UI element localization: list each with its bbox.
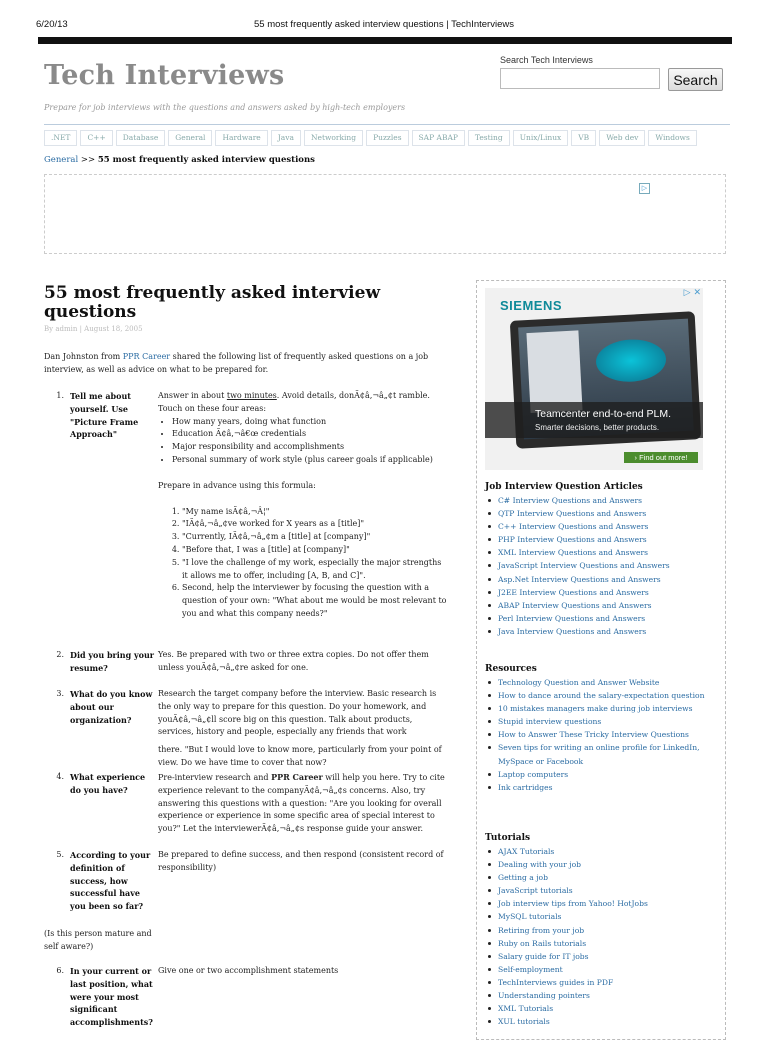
article-note: (Is this person mature and self aware?) [44,929,152,951]
sidebar-link[interactable]: QTP Interview Questions and Answers [498,507,723,520]
find-out-more-button[interactable]: › Find out more! [624,452,698,463]
sidebar-link[interactable]: Dealing with your job [498,858,723,871]
answer-text: Research the target company before the interview. Basic research is the only way to prepare for this question. Do your homework, and youÃ¢â‚¬â„¢ll score big on this question. Talk about products, services, history and people, especially any friends that work there. "But I would love to know more, particularly from your point of view. Do we have time to cover that now? [158,689,442,767]
breadcrumb-separator: >> [78,155,98,165]
section-title: Job Interview Question Articles [485,482,643,492]
answer-text: Answer in about two minutes. Avoid details, donÃ¢â‚¬â„¢t ramble. Touch on these four areas: • How many years, doing what function • Education Ã¢â‚¬â€œ credentials • Major responsibility and accomplishments • Personal summary of work style (plus career goals if applicable) Prepare in advance using this formula: 1. "My name isÃ¢â‚¬Â¦" 2. "IÃ¢â‚¬â„¢ve worked for X years as a [title]" 3. "Currently, IÃ¢â‚¬â„¢m a [title] at [company]" 4. "Before that, I was a [title] at [company]" 5. "I love the challenge of my work, especially the major strengths it allows me to offer, including [A, B, and C]". 6. Second, help the interviewer by focusing the question with a question of your own: "What about me would be most relevant to you and what this company needs?" [158,390,448,621]
question-5: 5. According to your definition of success, how successful have you been so far? Be prepared to define success, and then respond (consistent record of responsibility) [44,849,444,919]
ad-caption [485,402,703,438]
nav-item-testing[interactable]: Testing [468,130,510,146]
question-text: Tell me about yourself. Use "Picture Frame Approach" [70,391,139,440]
ppr-career-link[interactable]: PPR Career [122,352,171,361]
question-4: 4. What experience do you have? Pre-interview research and PPR Career will help you here. Try to cite experience relevant to the companyÃ¢â‚¬â„¢s concerns. Also, try answering this questions with a question: "Are you looking for overall experience or experience in some specific area of special interest to you?" Let the interviewerÃ¢â‚¬â„¢s response guide your answer. [44,771,444,846]
sidebar-link[interactable]: Seven tips for writing an online profile for LinkedIn, MySpace or Facebook [498,741,723,767]
search-input[interactable] [500,68,660,89]
breadcrumb-current: 55 most frequently asked interview questions [97,155,315,165]
answer-text: Give one or two accomplishment statements [158,966,339,975]
nav-item-hardware[interactable]: Hardware [215,130,267,146]
question-text: In your current or last position, what were your most significant accomplishments? [70,966,153,1028]
sidebar-link[interactable]: Ruby on Rails tutorials [498,937,723,950]
site-tagline: Prepare for job interviews with the questions and answers asked by high-tech employers [44,103,406,112]
list-item: • Personal summary of work style (plus career goals if applicable) [172,454,448,467]
question-1 [44,390,447,650]
sidebar-link[interactable]: AJAX Tutorials [498,845,723,858]
list-item: 4. "Before that, I was a [title] at [company]" [182,544,448,557]
article-title: 55 most frequently asked interview questions [44,283,381,322]
sidebar-link[interactable]: Retiring from your job [498,924,723,937]
nav-item-database[interactable]: Database [116,130,166,146]
adchoices-icon[interactable]: ▷ [639,183,650,194]
sidebar-link[interactable]: J2EE Interview Questions and Answers [498,586,723,599]
ad-headline: Teamcenter end-to-end PLM. [535,408,671,420]
breadcrumb-general-link[interactable]: General [44,155,79,165]
question-text: Did you bring your resume? [70,650,154,673]
nav-item-general[interactable]: General [168,130,212,146]
nav-item-sap-abap[interactable]: SAP ABAP [412,130,465,146]
nav-item-web-dev[interactable]: Web dev [599,130,645,146]
sidebar-link[interactable]: C# Interview Questions and Answers [498,494,723,507]
nav-item-puzzles[interactable]: Puzzles [366,130,408,146]
ad-brand: SIEMENS [500,298,563,313]
sidebar-link[interactable]: Ink cartridges [498,781,723,794]
sidebar-link[interactable]: Laptop computers [498,768,723,781]
nav-item-dotnet[interactable]: .NET [44,130,77,146]
sidebar-link[interactable]: TechInterviews guides in PDF [498,976,723,989]
sidebar-link[interactable]: Self-employment [498,963,723,976]
nav-item-java[interactable]: Java [271,130,301,146]
section-title: Resources [485,664,537,674]
list-item: 5. "I love the challenge of my work, especially the major strengths it allows me to offer, including [A, B, and C]". [182,557,448,583]
article-intro: Dan Johnston from PPR Career shared the following list of frequently asked questions on a job interview, as well as advice on what to be prepared for. [44,352,429,374]
list-item: 3. "Currently, IÃ¢â‚¬â„¢m a [title] at [company]" [182,531,448,544]
sidebar-link[interactable]: Getting a job [498,871,723,884]
question-2: 2. Did you bring your resume? Yes. Be prepared with two or three extra copies. Do not offer them unless youÃ¢â‚¬â„¢re asked for one. [44,649,444,679]
formula-steps [158,506,448,621]
answer-text: Yes. Be prepared with two or three extra copies. Do not offer them unless youÃ¢â‚¬â„¢re asked for one. [158,650,429,672]
ad-close-icon[interactable]: ▷ ✕ [683,288,701,298]
question-number: 1. [56,391,64,400]
list-item: • Education Ã¢â‚¬â€œ credentials [172,428,448,441]
question-text: What do you know about our organization? [70,689,153,725]
list-item: 2. "IÃ¢â‚¬â„¢ve worked for X years as a [title]" [182,518,448,531]
sidebar-resources [485,662,723,794]
print-page-title: 55 most frequently asked interview questions | TechInterviews [254,19,514,30]
sidebar-link[interactable]: JavaScript Interview Questions and Answers [498,559,723,572]
article-byline: By admin | August 18, 2005 [44,325,143,333]
ad-subline: Smarter decisions, better products. [535,423,660,432]
search-label: Search Tech Interviews [500,55,593,65]
print-header [36,19,732,33]
sidebar-link[interactable]: Java Interview Questions and Answers [498,625,723,638]
nav-item-cpp[interactable]: C++ [80,130,112,146]
answer-text: Be prepared to define success, and then respond (consistent record of responsibility) [158,850,444,872]
site-title[interactable]: Tech Interviews [44,60,285,91]
sidebar-link[interactable]: MySQL tutorials [498,910,723,923]
question-3: 3. What do you know about our organization? Research the target company before the interview. Basic research is the only way to prepare for this question. Do your homework, and youÃ¢â‚¬â„¢ll score big on this question. Talk about products, services, history and people, especially any friends that work there. "But I would love to know more, particularly from your point of view. Do we have time to cover that now? [44,688,444,768]
section-title: Tutorials [485,833,531,843]
sidebar-link[interactable]: How to dance around the salary-expectation question [498,689,723,702]
sidebar-link[interactable]: XML Interview Questions and Answers [498,546,723,559]
sidebar-link[interactable]: Salary guide for IT jobs [498,950,723,963]
sidebar-articles [485,480,723,638]
sidebar-link[interactable]: PHP Interview Questions and Answers [498,533,723,546]
sidebar-link[interactable]: Technology Question and Answer Website [498,676,723,689]
nav-item-vb[interactable]: VB [571,130,596,146]
sidebar-link[interactable]: ABAP Interview Questions and Answers [498,599,723,612]
sidebar-link[interactable]: 10 mistakes managers make during job interviews [498,702,723,715]
app-window [526,330,582,413]
sidebar-link[interactable]: Stupid interview questions [498,715,723,728]
sidebar-link[interactable]: XUL tutorials [498,1015,723,1028]
breadcrumb [44,155,315,165]
sidebar-ad[interactable] [485,288,703,470]
sidebar-link[interactable]: C++ Interview Questions and Answers [498,520,723,533]
sidebar-link[interactable]: Job interview tips from Yahoo! HotJobs [498,897,723,910]
list-item: • Major responsibility and accomplishments [172,441,448,454]
header-divider [44,124,730,125]
list-item: 6. Second, help the interviewer by focusing the question with a question of your own: "What about me would be most relevant to you and what this company needs?" [182,582,448,620]
top-bar [38,37,732,44]
sidebar-link[interactable]: JavaScript tutorials [498,884,723,897]
nav-item-windows[interactable]: Windows [648,130,696,146]
question-text: What experience do you have? [70,772,146,795]
search-button[interactable]: Search [668,68,723,91]
cad-part-graphic [595,338,667,384]
formula-intro: Prepare in advance using this formula: [158,480,316,490]
sidebar-link[interactable]: Asp.Net Interview Questions and Answers [498,573,723,586]
nav-item-networking[interactable]: Networking [304,130,363,146]
nav-item-unix-linux[interactable]: Unix/Linux [513,130,569,146]
sidebar-tutorials [485,831,723,1028]
category-nav [44,130,730,146]
list-item: 1. "My name isÃ¢â‚¬Â¦" [182,506,448,519]
sidebar-link[interactable]: How to Answer These Tricky Interview Questions [498,728,723,741]
sidebar-link[interactable]: Understanding pointers [498,989,723,1002]
sidebar-link[interactable]: Perl Interview Questions and Answers [498,612,723,625]
print-date: 6/20/13 [36,19,68,30]
top-ad-slot [44,174,726,254]
answer-text: Pre-interview research and PPR Career will help you here. Try to cite experience relevant to the companyÃ¢â‚¬â„¢s concerns. Also, try answering this questions with a question: "Are you looking for overall experience or experience in some specific area of special interest to you?" Let the interviewerÃ¢â‚¬â„¢s response guide your answer. [158,772,445,834]
question-6: 6. In your current or last position, what were your most significant accomplishments? Give one or two accomplishment statements [44,965,444,1025]
question-text: According to your definition of success, how successful have you been so far? [70,850,151,912]
sidebar-link[interactable]: XML Tutorials [498,1002,723,1015]
answer-bullets [158,416,448,467]
list-item: • How many years, doing what function [172,416,448,429]
